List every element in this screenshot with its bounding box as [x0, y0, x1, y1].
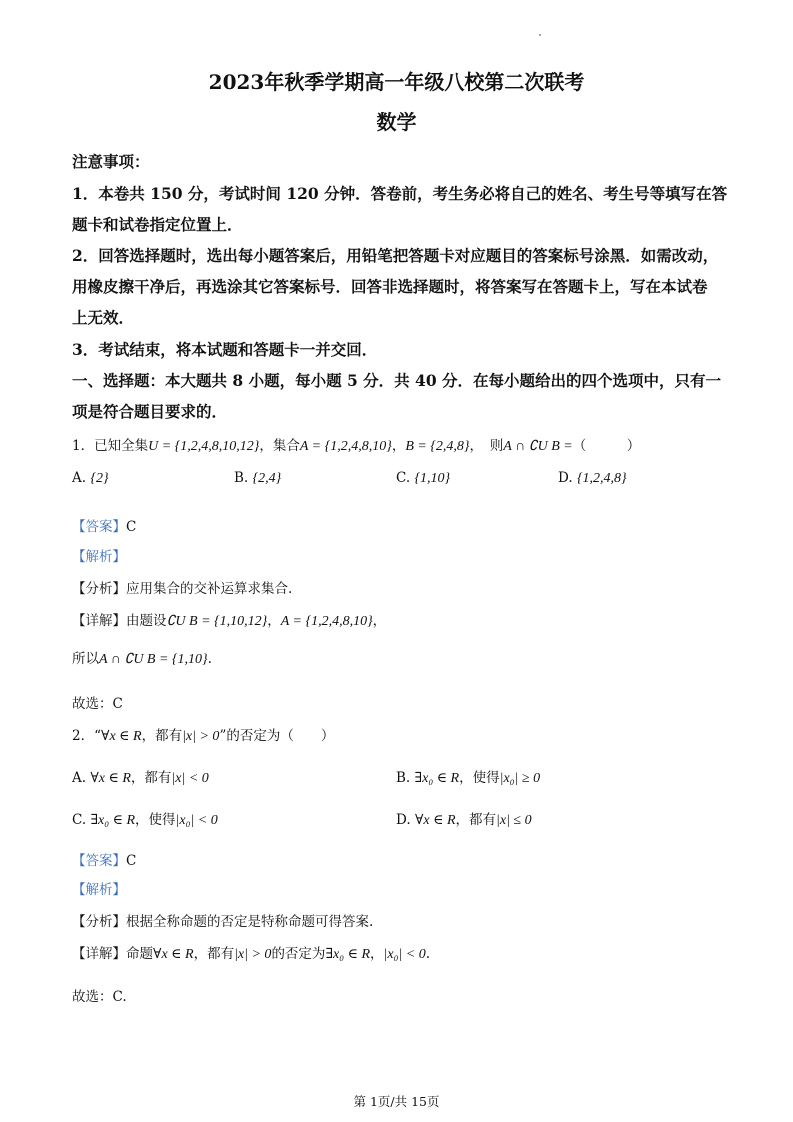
q2-text: ，都有 — [141, 728, 183, 744]
detail-tag: 【详解】 — [72, 613, 126, 629]
answer-value: C — [126, 853, 137, 869]
question-1-stem — [72, 434, 640, 455]
answer-tag: 【答案】 — [72, 519, 126, 535]
q1-set-b: B = {2,4,8} — [405, 439, 470, 454]
result-text: 所以 — [72, 651, 99, 667]
option-math: ∃x₀ ∈ R — [90, 813, 136, 828]
detail-tag: 【详解】 — [72, 946, 126, 962]
subject-title: 数学 — [376, 110, 417, 134]
detail-text: ， — [370, 946, 384, 962]
option-math: |x| < 0 — [171, 771, 209, 786]
detail-math: ∁U B = {1,10,12} — [166, 614, 268, 629]
notice-line: 1．本卷共 150 分，考试时间 120 分钟．答卷前，考生务必将自己的姓名、考生号等填写在答 — [72, 184, 728, 203]
option-text: ，使得 — [459, 770, 500, 786]
q2-option-a — [72, 766, 209, 787]
q2-math: |x| > 0 — [182, 729, 220, 744]
option-math: ∀x ∈ R — [90, 771, 131, 786]
q2-answer — [72, 849, 136, 869]
q1-fenxi — [72, 577, 292, 597]
q1-result — [72, 647, 212, 668]
q1-choice: 故选：C — [72, 696, 123, 712]
option-label: D. — [396, 812, 411, 828]
q1-prefix: 1．已知全集 — [72, 438, 149, 454]
detail-end: . — [425, 946, 431, 962]
notice-heading: 注意事项： — [72, 152, 150, 171]
detail-math: ∀x ∈ R — [153, 947, 194, 962]
q2-option-c — [72, 808, 218, 829]
answer-value: C — [126, 519, 137, 535]
detail-math: |x₀| < 0 — [383, 947, 426, 962]
option-math: ∀x ∈ R — [414, 813, 456, 828]
q2-math: ∀x ∈ R — [101, 729, 142, 744]
option-label: A. — [72, 770, 87, 786]
fenxi-text: 根据全称命题的否定是特称命题可得答案. — [126, 914, 374, 930]
detail-text: 由题设 — [126, 613, 167, 629]
option-text: ，都有 — [455, 812, 497, 828]
fenxi-tag: 【分析】 — [72, 581, 126, 597]
detail-math: A = {1,2,4,8,10} — [280, 614, 373, 629]
option-label: B. — [234, 470, 249, 486]
q1-option-b — [234, 470, 281, 487]
result-end: . — [207, 651, 212, 667]
notice-line: 3．考试结束，将本试题和答题卡一并交回． — [72, 340, 378, 359]
notice-line: 用橡皮擦干净后，再选涂其它答案标号．回答非选择题时，将答案写在答题卡上，写在本试卷 — [72, 277, 708, 296]
option-text: ，都有 — [130, 770, 172, 786]
q1-option-a — [72, 470, 109, 487]
q1-analysis-tag: 【解析】 — [72, 549, 126, 565]
option-value: {1,2,4,8} — [576, 471, 627, 486]
q2-detail — [72, 942, 430, 963]
option-label: D. — [558, 470, 573, 486]
q2-option-b — [396, 766, 540, 787]
page-title: 2023年秋季学期高一年级八校第二次联考 — [208, 70, 585, 94]
detail-text: ， — [372, 613, 387, 629]
section-heading: 一、选择题：本大题共 8 小题，每小题 5 分．共 40 分．在每小题给出的四个选项中，只有一 — [72, 371, 722, 390]
answer-tag: 【答案】 — [72, 853, 126, 869]
q1-set-a: A = {1,2,4,8,10} — [299, 439, 392, 454]
q1-expr: A ∩ ∁U B = — [503, 439, 573, 454]
result-math: A ∩ ∁U B = {1,10} — [99, 652, 208, 667]
section-heading-cont: 项是符合题目要求的． — [72, 402, 228, 421]
q2-analysis-tag: 【解析】 — [72, 882, 126, 898]
option-value: {2,4} — [252, 471, 282, 486]
q1-paren: （ ） — [572, 438, 641, 454]
q1-option-d — [558, 470, 627, 487]
q2-text: ”的否定为（ ） — [219, 728, 335, 744]
fenxi-tag: 【分析】 — [72, 914, 126, 930]
q2-prefix: 2．“ — [72, 728, 101, 744]
option-value: {1,10} — [414, 471, 451, 486]
detail-text: 命题 — [126, 946, 153, 962]
q1-option-c — [396, 470, 450, 487]
option-value: {2} — [90, 471, 109, 486]
q2-option-d — [396, 808, 532, 829]
detail-text: 的否定为 — [271, 946, 326, 962]
q1-answer — [72, 515, 136, 535]
q1-comma: ， — [391, 438, 406, 454]
notice-line: 2．回答选择题时，选出每小题答案后，用铅笔把答题卡对应题目的答案标号涂黑．如需改动， — [72, 246, 719, 265]
q1-set-u: U = {1,2,4,8,10,12} — [148, 439, 260, 454]
option-label: C. — [72, 812, 87, 828]
q1-detail — [72, 609, 386, 630]
detail-text: ，都有 — [193, 946, 235, 962]
detail-math: ∃x₀ ∈ R — [325, 947, 371, 962]
option-math: |x₀| < 0 — [175, 813, 218, 828]
detail-text: ， — [267, 613, 281, 629]
option-label: C. — [396, 470, 411, 486]
q2-fenxi — [72, 910, 373, 930]
q2-choice: 故选：C. — [72, 989, 127, 1005]
scan-speck — [539, 34, 541, 36]
page-number: 第 1页/共 15页 — [353, 1094, 440, 1109]
option-label: A. — [72, 470, 87, 486]
option-math: |x| ≤ 0 — [496, 813, 532, 828]
option-math: ∃x₀ ∈ R — [414, 771, 460, 786]
question-2-stem — [72, 724, 334, 745]
option-text: ，使得 — [135, 812, 176, 828]
q1-mid2: ， 则 — [469, 438, 504, 454]
option-math: |x₀| ≥ 0 — [499, 771, 541, 786]
fenxi-text: 应用集合的交补运算求集合. — [126, 581, 293, 597]
notice-line: 上无效． — [72, 308, 135, 327]
detail-math: |x| > 0 — [234, 947, 272, 962]
q1-mid1: ，集合 — [259, 438, 300, 454]
option-label: B. — [396, 770, 411, 786]
notice-line: 题卡和试卷指定位置上． — [72, 215, 243, 234]
